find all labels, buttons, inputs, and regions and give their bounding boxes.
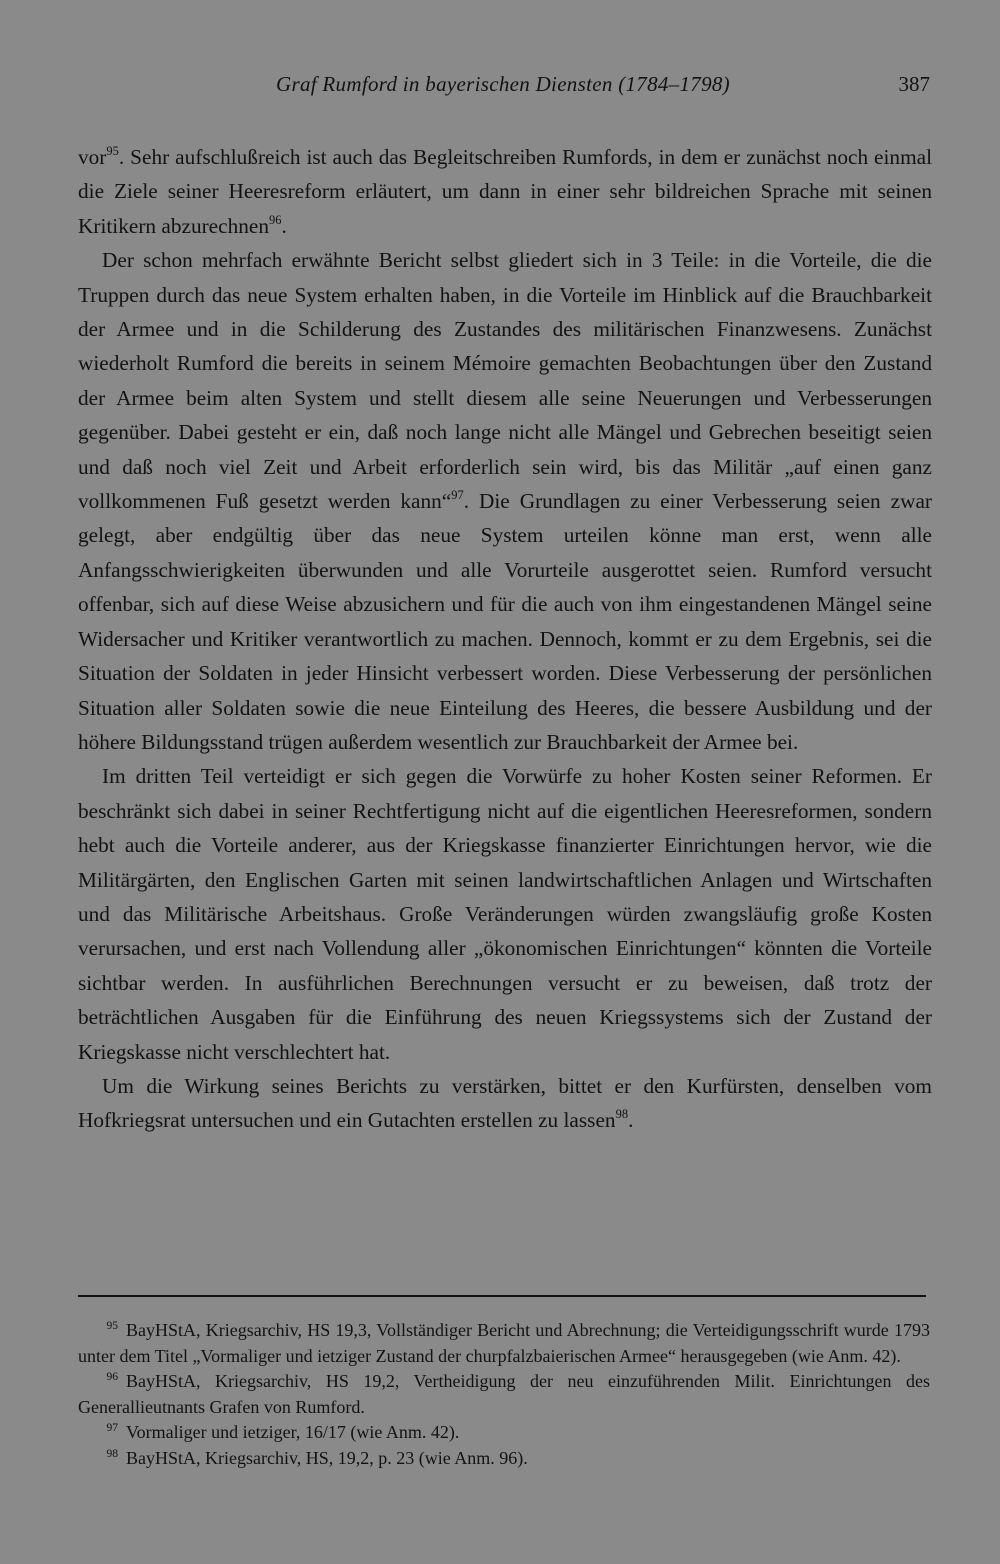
paragraph-text: . — [281, 213, 287, 238]
paragraph-text: . Sehr aufschlußreich ist auch das Begleitschreiben Rumfords, in dem er zunächst noch einmal die Ziele seiner Heeresreform erläutert, um dann in einer sehr bildreichen Sprache mit seinen Kritikern abzurechnen — [78, 145, 932, 238]
footnote: 96 BayHStA, Kriegsarchiv, HS 19,2, Vertheidigung der neu einzuführenden Milit. Einrichtungen des Generallieutnants Grafen von Rumford. — [78, 1371, 930, 1417]
body-text — [78, 140, 932, 1138]
footnote: 97 Vormaliger und ietziger, 16/17 (wie Anm. 42). — [106, 1422, 460, 1443]
footnote-ref: 96 — [269, 212, 282, 227]
footnote-separator — [78, 1295, 926, 1297]
footnote-text: Vormaliger und ietziger, 16/17 (wie Anm. 42). — [126, 1422, 460, 1443]
paragraph — [78, 759, 932, 1069]
paragraph-text: . — [628, 1108, 634, 1133]
paragraph — [78, 1069, 932, 1138]
footnote-ref: 98 — [615, 1107, 629, 1122]
paragraph — [78, 140, 932, 243]
footnote: 98 BayHStA, Kriegsarchiv, HS, 19,2, p. 23 (wie Anm. 96). — [106, 1447, 528, 1468]
paragraph-text: Im dritten Teil verteidigt er sich gegen die Vorwürfe zu hoher Kosten seiner Reformen. Er beschränkt sich dabei in seiner Rechtfertigung nicht auf die eigentlichen Heeresreformen, sondern hebt auch die Vorteile anderer, aus der Kriegskasse finanzierter Einrichtungen hervor, wie die Militärgärten, den Englischen Garten mit seinen landwirtschaftlichen Anlagen und Wirtschaften und das Militärische Arbeitshaus. Große Veränderungen würden zwangsläufig große Kosten verursachen, und erst nach Vollendung aller „ökonomischen Einrichtungen“ könnten die Vorteile sichtbar werden. In ausführlichen Berechnungen versucht er zu beweisen, daß trotz der beträchtlichen Ausgaben für die Einführung des neuen Kriegssystems sich der Zustand der Kriegskasse nicht verschlechtert hat. — [78, 764, 932, 1064]
paragraph-text: vor — [78, 145, 107, 169]
footnote: 95 BayHStA, Kriegsarchiv, HS 19,3, Vollständiger Bericht und Abrechnung; die Verteidigungsschrift wurde 1793 unter dem Titel „Vormaliger und ietziger Zustand der churpfalzbaierischen Armee“ herausgegeben (wie Anm. 42). — [78, 1320, 930, 1366]
page-header — [78, 72, 932, 106]
paragraph-text: . Die Grundlagen zu einer Verbesserung seien zwar gelegt, aber endgültig über das neue System urteilen könne man erst, wenn alle Anfangsschwierigkeiten überwunden und alle Vorurteile ausgerottet seien. Rumford versucht offenbar, sich auf diese Weise abzusichern und für die auch von ihm eingestandenen Mängel seine Widersacher und Kritiker verantwortlich zu machen. Dennoch, kommt er zu dem Ergebnis, sei die Situation der Soldaten in jeder Hinsicht verbessert worden. Diese Verbesserung der persönlichen Situation aller Soldaten sowie die neue Einteilung des Heeres, die bessere Ausbildung und der höhere Bildungsstand trügen außerdem wesentlich zur Brauchbarkeit der Armee bei. — [78, 489, 932, 754]
running-head: Graf Rumford in bayerischen Diensten (1784–1798) — [276, 72, 730, 96]
footnote-ref: 95 — [106, 144, 119, 158]
footnote-text: BayHStA, Kriegsarchiv, HS 19,3, Vollständiger Bericht und Abrechnung; die Verteidigungsschrift wurde 1793 unter dem Titel „Vormaliger und ietziger Zustand der churpfalzbaierischen Armee“ herausgegeben (wie Anm. 42). — [78, 1320, 930, 1366]
paragraph-text: Der schon mehrfach erwähnte Bericht selbst gliedert sich in 3 Teile: in die Vorteile, die die Truppen durch das neue System erhalten haben, in die Vorteile im Hinblick auf die Brauchbarkeit der Armee und in die Schilderung des Zustandes des militärischen Finanzwesens. Zunächst wiederholt Rumford die bereits in seinem Mémoire gemachten Beobachtungen über den Zustand der Armee beim alten System und stellt diesem alle seine Neuerungen und Verbesserungen gegenüber. Dabei gesteht er ein, daß noch lange nicht alle Mängel und Gebrechen beseitigt seien und daß noch viel Zeit und Arbeit erforderlich sein wird, bis das Militär „auf einen ganz vollkommenen Fuß gesetzt werden kann“ — [78, 248, 932, 514]
footnote-ref: 97 — [451, 488, 464, 503]
paragraph — [78, 243, 932, 759]
paragraph-text: Um die Wirkung seines Berichts zu verstärken, bittet er den Kurfürsten, denselben vom Hofkriegsrat untersuchen und ein Gutachten erstellen zu lassen — [78, 1073, 932, 1133]
footnote-text: BayHStA, Kriegsarchiv, HS, 19,2, p. 23 (wie Anm. 96). — [126, 1447, 528, 1468]
page-number: 387 — [898, 72, 930, 96]
footnote-text: BayHStA, Kriegsarchiv, HS 19,2, Vertheidigung der neu einzuführenden Milit. Einrichtungen des Generallieutnants Grafen von Rumford. — [78, 1371, 930, 1417]
footnotes — [78, 1318, 930, 1472]
